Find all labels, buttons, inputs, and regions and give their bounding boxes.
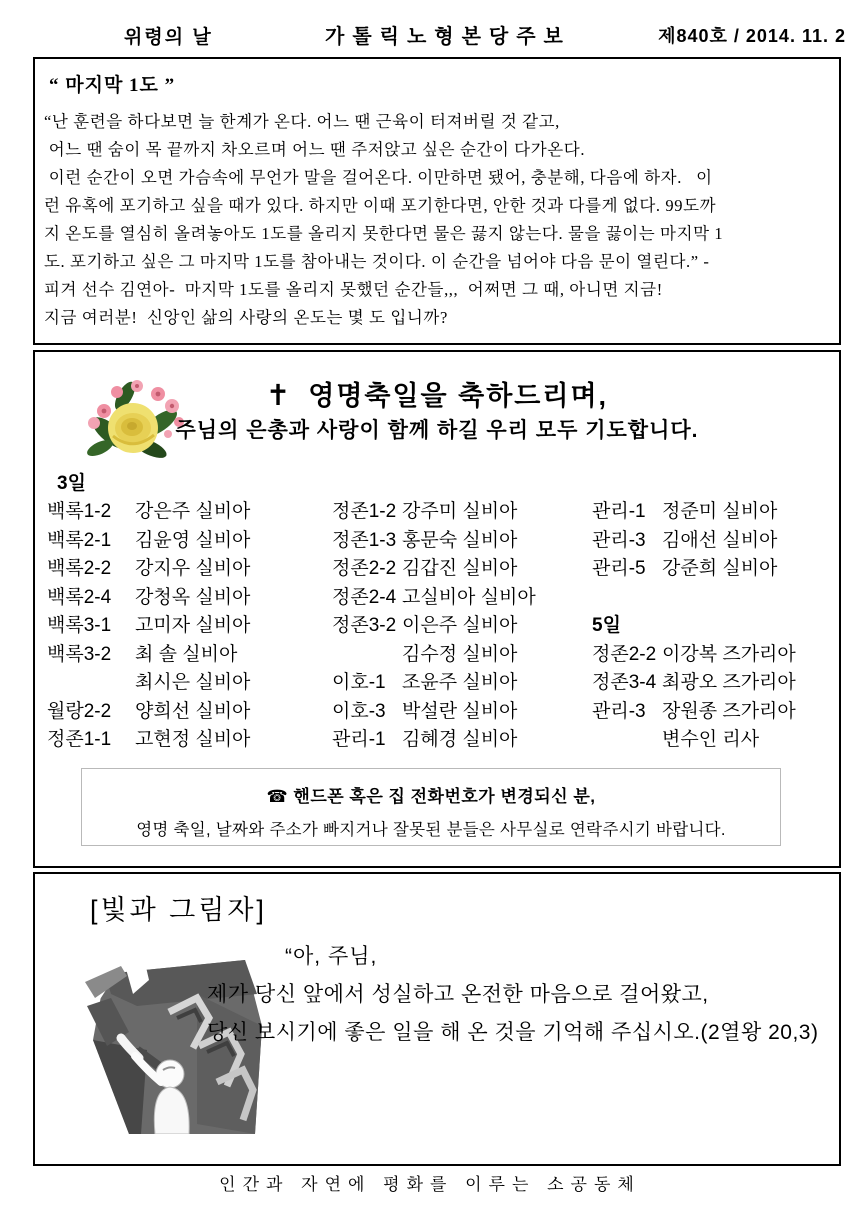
area-code: 백록3-2: [47, 643, 112, 665]
name-entry: [592, 527, 842, 556]
masthead-left-title: 위령의 날: [124, 27, 213, 48]
name-entry: [332, 584, 592, 613]
names-column: [47, 498, 332, 755]
footer-slogan: 인간과 자연에 평화를 이루는 소공동체: [219, 1175, 641, 1194]
person-name: 이강복 즈가리아: [662, 643, 796, 665]
last-degree-title: “ 마지막 1도 ”: [49, 75, 176, 96]
name-entry: [332, 612, 592, 641]
person-name: 강청옥 실비아: [135, 586, 251, 608]
area-code: 정존3-4: [592, 672, 657, 693]
person-name: 강지우 실비아: [135, 558, 251, 579]
name-entry: [47, 641, 332, 670]
day3-label: 3일: [57, 473, 86, 494]
name-entry: [47, 698, 332, 727]
area-code: 정존1-1: [47, 729, 112, 750]
name-entry: [47, 498, 332, 527]
paragraph-line: 지금 여러분! 신앙인 삶의 사랑의 온도는 몇 도 입니까?: [44, 308, 448, 327]
person-name: 이은주 실비아: [402, 615, 518, 636]
quote-line: 당신 보시기에 좋은 일을 해 온 것을 기억해 주십시오.(2열왕 20,3): [207, 1021, 819, 1044]
area-code: 정존2-2: [592, 643, 657, 665]
phone-icon: ☎: [266, 787, 289, 806]
paragraph-line: 도. 포기하고 싶은 그 마지막 1도를 참아내는 것이다. 이 순간을 넘어야 다음 문이 열린다.” -: [44, 252, 710, 271]
area-code: 백록3-1: [47, 615, 112, 636]
person-name: 최시은 실비아: [135, 672, 251, 693]
person-name: 김윤영 실비아: [135, 529, 251, 551]
area-code: 정존1-2: [332, 501, 397, 522]
name-entry: [332, 555, 592, 584]
person-name: 장원종 즈가리아: [662, 700, 796, 722]
name-entry: [332, 527, 592, 556]
area-code: 관리-3: [592, 529, 646, 551]
person-name: 박설란 실비아: [402, 700, 518, 722]
person-name: 김수정 실비아: [402, 643, 518, 665]
name-entry: [592, 498, 842, 527]
area-code: 이호-1: [332, 672, 386, 693]
paragraph-line: 지 온도를 열심히 올려놓아도 1도를 올리지 못한다면 물은 끓지 않는다. 물을 끓이는 마지막 1: [44, 224, 724, 243]
name-entry: [47, 612, 332, 641]
person-name: 조윤주 실비아: [402, 672, 518, 693]
person-name: 최 솔 실비아: [135, 643, 238, 665]
names-column: [592, 498, 842, 755]
quote-body: [207, 976, 855, 1052]
section-last-degree: [33, 57, 841, 345]
area-code: 백록2-2: [47, 558, 112, 579]
person-name: 최광오 즈가리아: [662, 672, 796, 693]
notice-line1-text: 핸드폰 혹은 집 전화번호가 변경되신 분,: [293, 787, 596, 806]
person-name: 김갑진 실비아: [402, 558, 518, 579]
person-name: 강은주 실비아: [135, 501, 251, 522]
name-entry: [332, 641, 592, 670]
person-name: 고현정 실비아: [135, 729, 251, 750]
name-entry: [47, 527, 332, 556]
person-name: 고실비아 실비아: [402, 586, 536, 608]
name-entry: [332, 498, 592, 527]
section-feast-days: [33, 350, 841, 868]
person-name: 변수인 리사: [662, 729, 760, 750]
name-entry: [332, 698, 592, 727]
masthead: [0, 20, 860, 50]
person-name: 강주미 실비아: [402, 501, 518, 522]
notice-line1: [82, 782, 780, 807]
feast-title-row: [35, 374, 839, 413]
feast-title: 영명축일을 축하드리며,: [308, 381, 609, 411]
masthead-issue-date: 제840호 / 2014. 11. 2: [658, 26, 846, 46]
masthead-center-title: 가톨릭노형본당주보: [325, 26, 571, 48]
area-code: 백록1-2: [47, 501, 112, 522]
name-entry: [47, 584, 332, 613]
notice-line2: 영명 축일, 날짜와 주소가 빠지거나 잘못된 분들은 사무실로 연락주시기 바랍니다.: [136, 821, 726, 839]
area-code: 정존1-3: [332, 529, 397, 551]
cross-icon: ✝: [265, 380, 293, 412]
last-degree-body: [44, 108, 833, 332]
name-entry: [592, 641, 842, 670]
area-code: 정존2-2: [332, 558, 397, 579]
name-entry: [47, 555, 332, 584]
name-entry: [592, 726, 842, 755]
paragraph-line: 런 유혹에 포기하고 싶을 때가 있다. 하지만 이때 포기한다면, 안한 것과 다를게 없다. 99도까: [44, 196, 717, 215]
area-code: 정존2-4: [332, 586, 397, 608]
quote-line: 제가 당신 앞에서 성실하고 온전한 마음으로 걸어왔고,: [207, 983, 709, 1006]
area-code: 관리-1: [592, 501, 646, 522]
area-code: 관리-3: [592, 700, 646, 722]
name-entry: [332, 669, 592, 698]
paragraph-line: 어느 땐 숨이 목 끝까지 차오르며 어느 땐 주저앉고 싶은 순간이 다가온다.: [44, 140, 586, 159]
light-shadow-title: [빛과 그림자]: [90, 895, 267, 925]
person-name: 홍문숙 실비아: [402, 529, 518, 551]
name-entry: [592, 698, 842, 727]
person-name: 정준미 실비아: [662, 501, 778, 522]
area-code: 백록2-1: [47, 529, 112, 551]
name-entry: [47, 669, 332, 698]
person-name: 강준희 실비아: [662, 558, 778, 579]
name-entry: [592, 555, 842, 584]
name-entry: [332, 726, 592, 755]
area-code: 관리-1: [332, 729, 386, 750]
person-name: 김애선 실비아: [662, 529, 778, 551]
person-name: 양희선 실비아: [135, 700, 251, 722]
names-column: [332, 498, 592, 755]
area-code: 백록2-4: [47, 586, 112, 608]
paragraph-line: 이런 순간이 오면 가슴속에 무언가 말을 걸어온다. 이만하면 됐어, 충분해, 다음에 하자. 이: [44, 168, 713, 187]
area-code: 정존3-2: [332, 615, 397, 636]
person-name: 김혜경 실비아: [402, 729, 518, 750]
person-name: 고미자 실비아: [135, 615, 251, 636]
area-code: 월랑2-2: [47, 700, 112, 722]
quote-intro: “아, 주님,: [285, 945, 378, 968]
section-light-and-shadow: [33, 872, 841, 1166]
feast-subtitle: 주님의 은총과 사랑이 함께 하길 우리 모두 기도합니다.: [175, 419, 699, 442]
area-code: 이호-3: [332, 700, 386, 722]
name-entry: [47, 726, 332, 755]
name-entry: [592, 584, 842, 613]
feast-names-grid: [47, 498, 842, 755]
name-entry: [592, 669, 842, 698]
area-code: 5일: [592, 615, 621, 636]
paragraph-line: “난 훈련을 하다보면 늘 한계가 온다. 어느 땐 근육이 터져버릴 것 같고,: [44, 112, 560, 131]
area-code: 관리-5: [592, 558, 646, 579]
contact-notice-box: [81, 768, 781, 846]
paragraph-line: 피겨 선수 김연아- 마지막 1도를 올리지 못했던 순간들,,, 어쩌면 그 때, 아니면 지금!: [44, 280, 663, 299]
day-label: [592, 612, 842, 641]
